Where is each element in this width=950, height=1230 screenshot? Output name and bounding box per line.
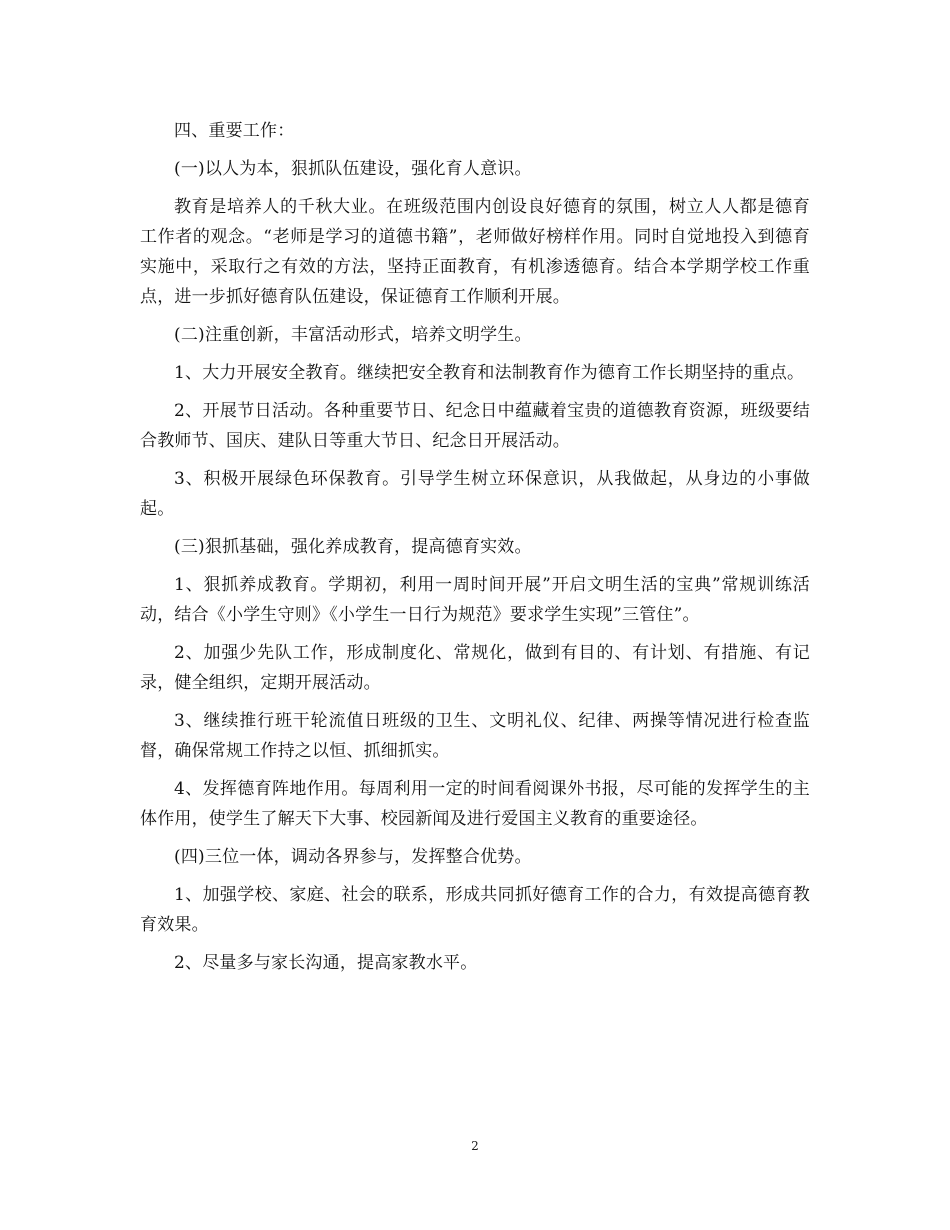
paragraph: 3、积极开展绿色环保教育。引导学生树立环保意识，从我做起，从身边的小事做起。 xyxy=(140,469,810,519)
paragraph: 1、狠抓养成教育。学期初，利用一周时间开展”开启文明生活的宝典”常规训练活动，结合《小学生守则》《小学生一日行为规范》要求学生实现”三管住”。 xyxy=(140,575,810,625)
subsection-heading: (二)注重创新，丰富活动形式，培养文明学生。 xyxy=(174,325,532,345)
paragraph: 2、加强少先队工作，形成制度化、常规化，做到有目的、有计划、有措施、有记录，健全组织，定期开展活动。 xyxy=(140,643,810,693)
paragraph: 3、继续推行班干轮流值日班级的卫生、文明礼仪、纪律、两操等情况进行检查监督，确保常规工作持之以恒、抓细抓实。 xyxy=(140,711,810,761)
subsection-heading: (一)以人为本，狠抓队伍建设，强化育人意识。 xyxy=(174,159,532,179)
paragraph: 2、开展节日活动。各种重要节日、纪念日中蕴藏着宝贵的道德教育资源，班级要结合教师节、国庆、建队日等重大节日、纪念日开展活动。 xyxy=(140,401,810,451)
document-body xyxy=(140,116,810,986)
subsection-heading: (四)三位一体，调动各界参与，发挥整合优势。 xyxy=(174,847,532,867)
paragraph: 1、加强学校、家庭、社会的联系，形成共同抓好德育工作的合力，有效提高德育教育效果。 xyxy=(140,885,810,935)
subsection-heading: (三)狠抓基础，强化养成教育，提高德育实效。 xyxy=(174,537,532,557)
section-heading: 四、重要工作： xyxy=(174,121,295,141)
paragraph: 1、大力开展安全教育。继续把安全教育和法制教育作为德育工作长期坚持的重点。 xyxy=(174,363,805,383)
paragraph: 4、发挥德育阵地作用。每周利用一定的时间看阅课外书报，尽可能的发挥学生的主体作用，使学生了解天下大事、校园新闻及进行爱国主义教育的重要途径。 xyxy=(140,779,810,829)
paragraph: 教育是培养人的千秋大业。在班级范围内创设良好德育的氛围，树立人人都是德育工作者的观念。“老师是学习的道德书籍”，老师做好榜样作用。同时自觉地投入到德育实施中，采取行之有效的方法，坚持正面教育，有机渗透德育。结合本学期学校工作重点，进一步抓好德育队伍建设，保证德育工作顺利开展。 xyxy=(140,197,810,307)
page-number: 2 xyxy=(471,1139,479,1153)
paragraph: 2、尽量多与家长沟通，提高家教水平。 xyxy=(174,953,478,973)
